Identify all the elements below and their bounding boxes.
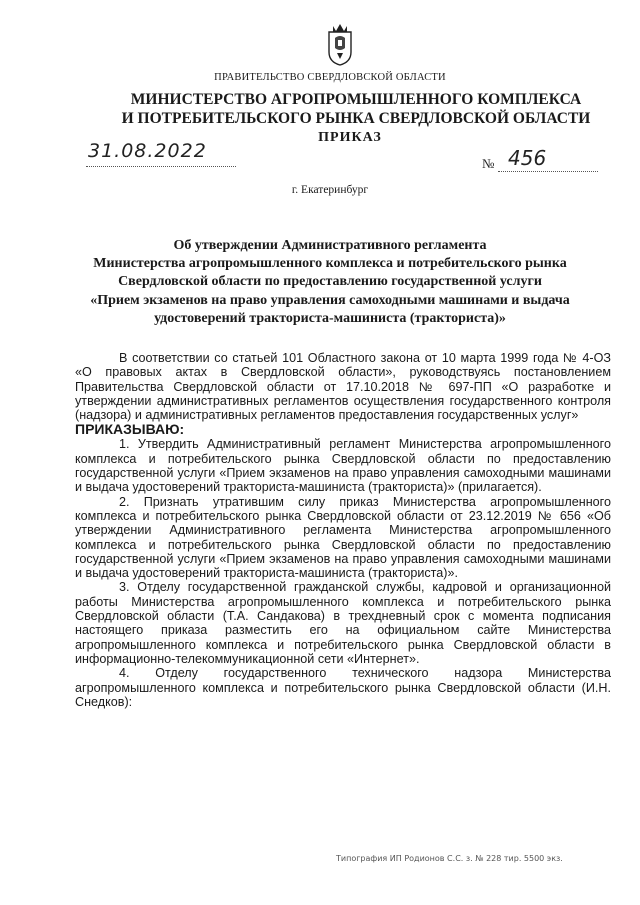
document-body [75,351,611,709]
order-heading: ПРИКАЗ [318,130,382,145]
number-underline [498,171,598,172]
order-item-2: 2. Признать утратившим силу приказ Министерства агропромышленного комплекса и потребительского рынка Свердловской области от 23.12.2019 № 656 «Об утверждении Административного регламента Министерства агропромышленного комплекса и потребительского рынка Свердловской области по предоставлению государственной услуги «Прием экзаменов на право управления самоходными машинами и выдача удостоверений тракториста-машиниста (тракториста)». [75,494,611,581]
date-underline [86,166,236,167]
coat-of-arms-emblem [325,22,355,66]
document-title [60,237,600,328]
order-item-1: 1. Утвердить Административный регламент Министерства агропромышленного комплекса и потребительского рынка Свердловской области по предоставлению государственной услуги «Прием экзаменов на право управления самоходными машинами и выдача удостоверений тракториста-машиниста (тракториста)» (прилагается). [75,437,611,495]
order-number: 456 [508,146,547,170]
title-line-1: Об утверждении Административного регламента [173,238,487,253]
title-line-2: Министерства агропромышленного комплекса и потребительского рынка [93,256,567,272]
ministry-name [0,90,640,128]
government-name: ПРАВИТЕЛЬСТВО СВЕРДЛОВСКОЙ ОБЛАСТИ [214,72,446,83]
title-line-5: удостоверений тракториста-машиниста (тракториста)» [154,310,506,326]
printer-imprint: Типография ИП Родионов С.С. з. № 228 тир. 5500 экз. [336,854,563,863]
preamble-paragraph: В соответствии со статьей 101 Областного закона от 10 марта 1999 года № 4-ОЗ «О правовых актах в Свердловской области», руководствуясь постановлением Правительства Свердловской области от 17.10.2018 № 697-ПП «О разработке и утверждении административных регламентов осуществления государственного контроля (надзора) и административных регламентов предоставления государственных услуг» [75,351,611,423]
ministry-name-line-2: И ПОТРЕБИТЕЛЬСКОГО РЫНКА СВЕРДЛОВСКОЙ ОБЛАСТИ [121,110,591,127]
order-number-label: № [482,156,495,171]
order-item-3: 3. Отделу государственной гражданской службы, кадровой и организационной работы Министерства агропромышленного комплекса и потребительского рынка Свердловской области (Т.А. Сандакова) в трехдневный срок с момента подписания настоящего приказа разместить его на официальном сайте Министерства агропромышленного комплекса и потребительского рынка Свердловской области в информационно-телекоммуникационной сети «Интернет». [75,580,611,666]
ministry-name-line-1: МИНИСТЕРСТВО АГРОПРОМЫШЛЕННОГО КОМПЛЕКСА [130,91,582,108]
order-date: 31.08.2022 [88,140,207,162]
title-line-3: Свердловской области по предоставлению государственной услуги [118,274,542,290]
order-item-4: 4. Отделу государственного технического надзора Министерства агропромышленного комплекса и потребительского рынка Свердловской области (И.Н. Снедков): [75,666,611,709]
title-line-4: «Прием экзаменов на право управления самоходными машинами и выдача [90,292,570,308]
prikazyvayu-heading: ПРИКАЗЫВАЮ: [75,421,185,438]
city: г. Екатеринбург [291,184,369,196]
